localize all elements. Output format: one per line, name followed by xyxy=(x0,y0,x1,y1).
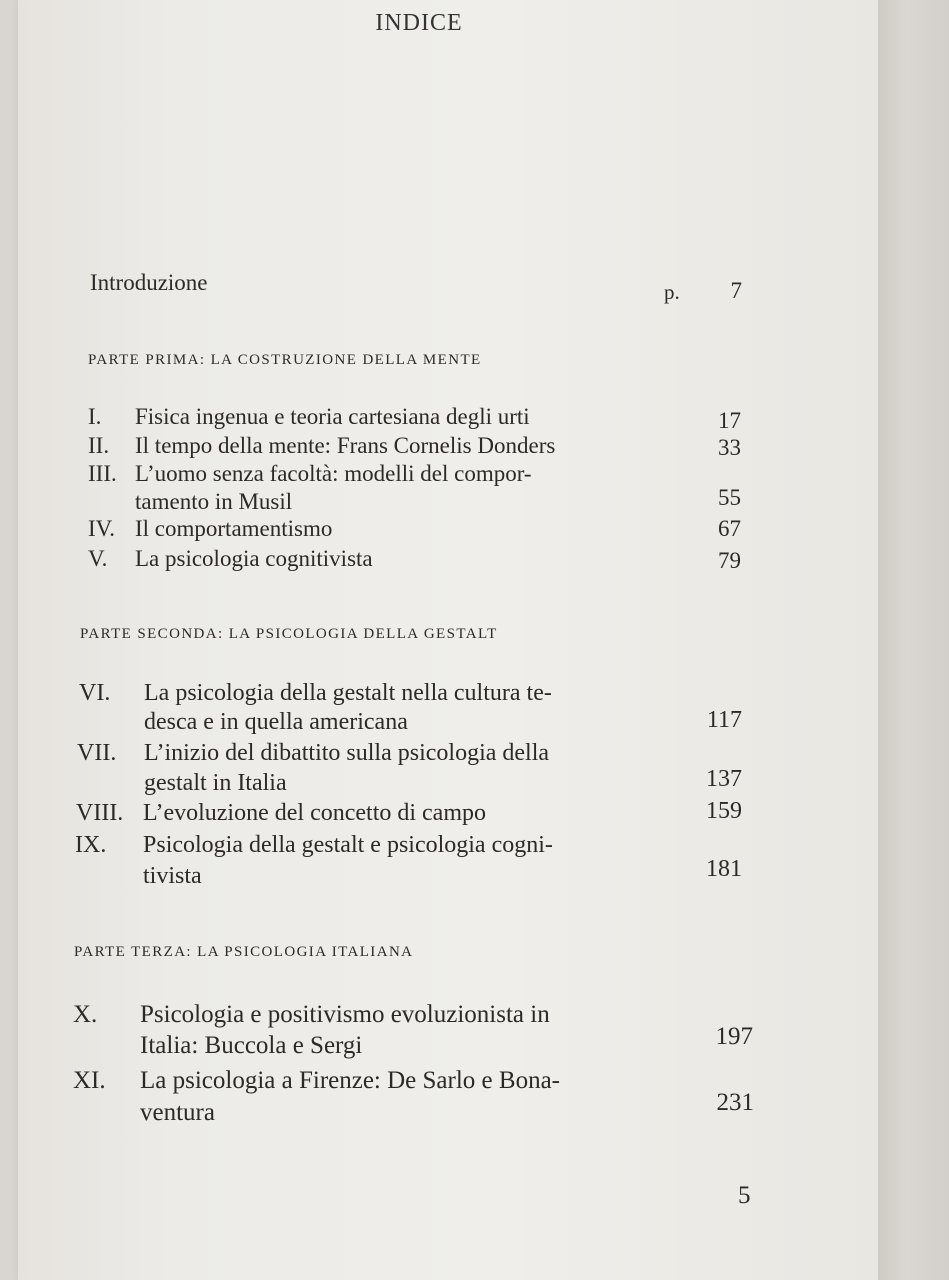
chapter-page-number: 231 xyxy=(716,1089,754,1116)
chapter-page-number: 197 xyxy=(715,1023,753,1050)
chapter-numeral: III. xyxy=(88,461,117,486)
part-title: PARTE PRIMA: LA COSTRUZIONE DELLA MENTE xyxy=(88,352,482,368)
chapter-page-number: 33 xyxy=(718,435,741,460)
chapter-title: La psicologia della gestalt nella cultura te- xyxy=(144,680,552,706)
chapter-title-continued: desca e in quella americana xyxy=(144,709,408,735)
chapter-title-continued: tamento in Musil xyxy=(135,489,293,514)
chapter-title-continued: Italia: Buccola e Sergi xyxy=(140,1032,363,1059)
chapter-title: Fisica ingenua e teoria cartesiana degli urti xyxy=(135,404,530,429)
chapter-page-number: 55 xyxy=(718,485,741,510)
chapter-title: Il tempo della mente: Frans Cornelis Donders xyxy=(135,433,556,458)
chapter-page-number: 79 xyxy=(718,548,741,573)
chapter-title: Il comportamentismo xyxy=(135,516,333,541)
chapter-numeral: IV. xyxy=(88,516,116,541)
chapter-title: La psicologia a Firenze: De Sarlo e Bona- xyxy=(140,1067,560,1094)
chapter-numeral: X. xyxy=(73,1001,98,1028)
chapter-title: L’inizio del dibattito sulla psicologia della xyxy=(144,740,550,766)
chapter-title: Psicologia e positivismo evoluzionista in xyxy=(140,1001,550,1028)
chapter-page-number: 181 xyxy=(706,856,742,882)
chapter-title: L’uomo senza facoltà: modelli del compor- xyxy=(135,461,532,486)
folio-page-number: 5 xyxy=(738,1182,751,1209)
chapter-title-continued: gestalt in Italia xyxy=(144,770,287,796)
chapter-numeral: IX. xyxy=(75,832,107,858)
chapter-page-number: 159 xyxy=(706,798,742,824)
chapter-numeral: VI. xyxy=(79,680,111,706)
page-edge xyxy=(878,0,949,1280)
introduction-page-prefix: p. xyxy=(664,280,680,304)
chapter-page-number: 67 xyxy=(718,516,741,541)
chapter-page-number: 137 xyxy=(706,766,742,792)
chapter-title: Psicologia della gestalt e psicologia cogni- xyxy=(143,832,553,858)
part-title: PARTE TERZA: LA PSICOLOGIA ITALIANA xyxy=(74,944,414,960)
chapter-numeral: VII. xyxy=(77,740,117,766)
chapter-title: L’evoluzione del concetto di campo xyxy=(143,800,486,826)
chapter-numeral: I. xyxy=(88,404,102,429)
chapter-numeral: VIII. xyxy=(76,800,124,826)
part-title: PARTE SECONDA: LA PSICOLOGIA DELLA GESTALT xyxy=(80,626,498,642)
introduction-label: Introduzione xyxy=(90,270,208,295)
chapter-page-number: 17 xyxy=(718,408,741,433)
chapter-page-number: 117 xyxy=(706,707,742,733)
chapter-numeral: XI. xyxy=(73,1067,106,1094)
chapter-title-continued: tivista xyxy=(143,863,202,889)
chapter-title-continued: ventura xyxy=(140,1099,215,1126)
chapter-numeral: V. xyxy=(88,546,108,571)
chapter-numeral: II. xyxy=(88,433,110,458)
introduction-page-number: 7 xyxy=(730,278,742,303)
page-title: INDICE xyxy=(375,10,463,36)
chapter-title: La psicologia cognitivista xyxy=(135,546,373,571)
